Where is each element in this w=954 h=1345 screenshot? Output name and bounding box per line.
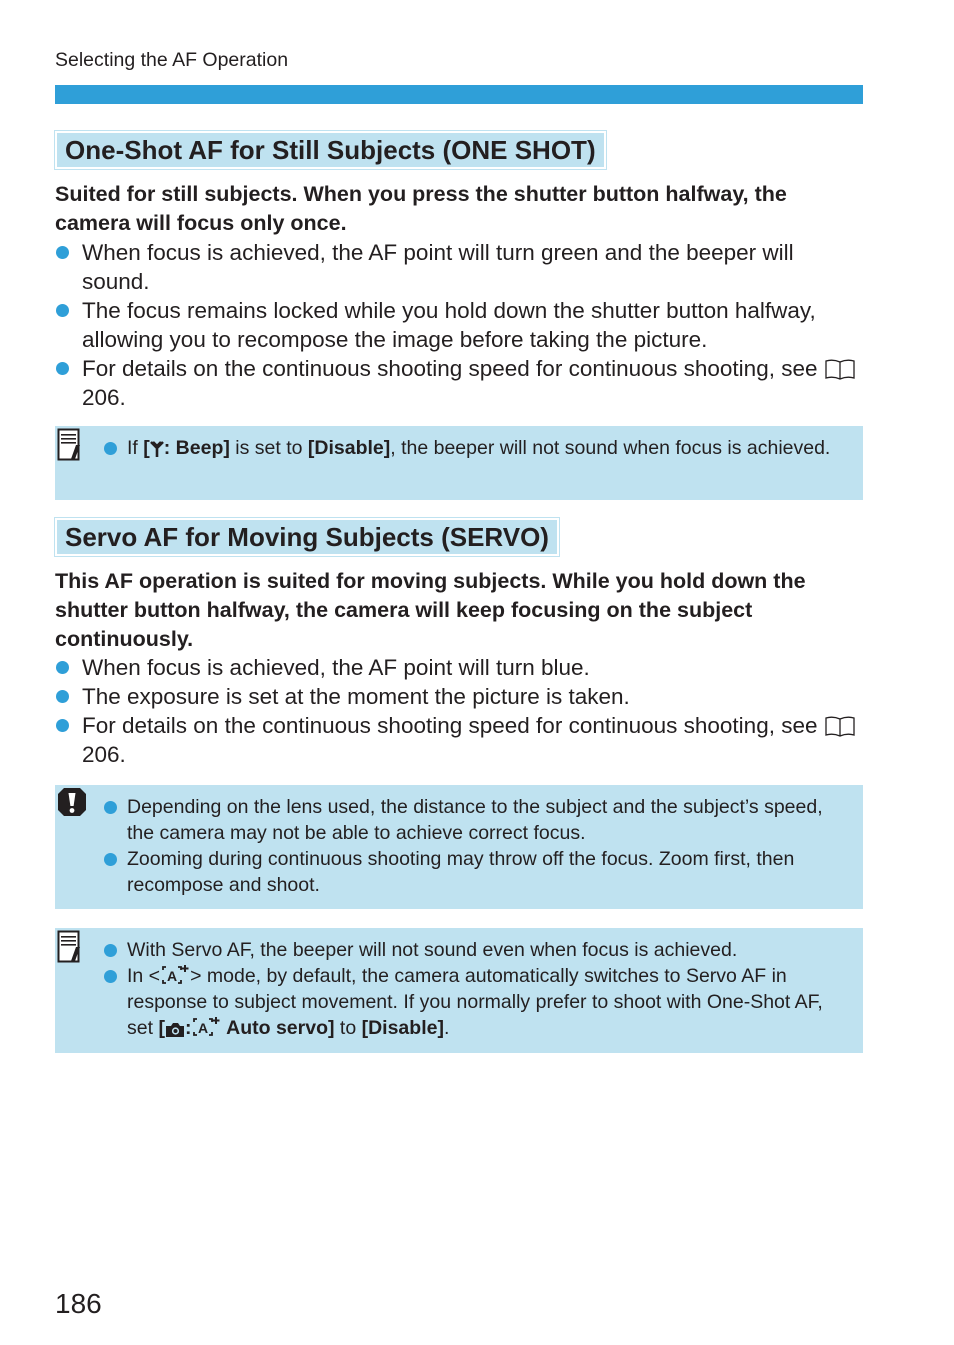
page-reference: 206. [82, 742, 126, 767]
svg-text:A: A [167, 968, 178, 984]
list-item: When focus is achieved, the AF point will turn green and the beeper will sound. [55, 238, 867, 296]
bullet-text: For details on the continuous shooting speed for continuous shooting, see [82, 356, 824, 381]
caution-box [55, 785, 863, 909]
running-title: Selecting the AF Operation [55, 49, 289, 71]
memo-box-servo [55, 928, 863, 1053]
tool-wrench-icon [150, 440, 164, 458]
memo-icon [57, 930, 83, 964]
list-item: The exposure is set at the moment the picture is taken. [55, 682, 867, 711]
section-title-one-shot: One-Shot AF for Still Subjects (ONE SHOT) [55, 131, 606, 169]
list-item: When focus is achieved, the AF point will turn blue. [55, 653, 867, 682]
one-shot-lead: Suited for still subjects. When you press the shutter button halfway, the camera will focus only once. [55, 182, 787, 235]
scene-intelligent-auto-icon [191, 1016, 221, 1038]
memo-icon [57, 428, 83, 462]
list-item: Depending on the lens used, the distance to the subject and the subject’s speed, the camera may not be able to achieve correct focus. [127, 794, 843, 846]
page-reference: 206. [82, 385, 126, 410]
scene-intelligent-auto-icon [160, 964, 190, 986]
section-title-servo: Servo AF for Moving Subjects (SERVO) [55, 518, 559, 556]
page-number: 186 [55, 1288, 102, 1319]
list-item: With Servo AF, the beeper will not sound even when focus is achieved. [127, 937, 843, 963]
page-reference-icon [824, 358, 856, 380]
caution-icon [57, 787, 87, 817]
camera-icon [165, 1022, 185, 1038]
list-item [55, 711, 867, 769]
svg-text:A: A [198, 1020, 209, 1036]
one-shot-bullets [55, 238, 867, 412]
list-item: The focus remains locked while you hold down the shutter button halfway, allowing you to recompose the image before taking the picture. [55, 296, 867, 354]
list-item [55, 354, 867, 412]
bullet-text: For details on the continuous shooting speed for continuous shooting, see [82, 713, 824, 738]
list-item: In < A > mode, by default, the camera automatically switches to Servo AF in response to subject movement. If you normally prefer to shoot with One-Shot AF, set [ : A Auto servo] to [Disable]. [127, 963, 843, 1041]
note-box-beep [55, 426, 863, 500]
page-reference-icon [824, 715, 856, 737]
list-item: Zooming during continuous shooting may throw off the focus. Zoom first, then recompose and shoot. [127, 846, 843, 898]
header-bar [55, 85, 863, 104]
servo-bullets [55, 653, 867, 769]
servo-lead: This AF operation is suited for moving subjects. While you hold down the shutter button halfway, the camera will keep focusing on the subject continuously. [55, 569, 806, 651]
list-item: If [ : Beep] is set to [Disable], the beeper will not sound when focus is achieved. [127, 435, 843, 461]
